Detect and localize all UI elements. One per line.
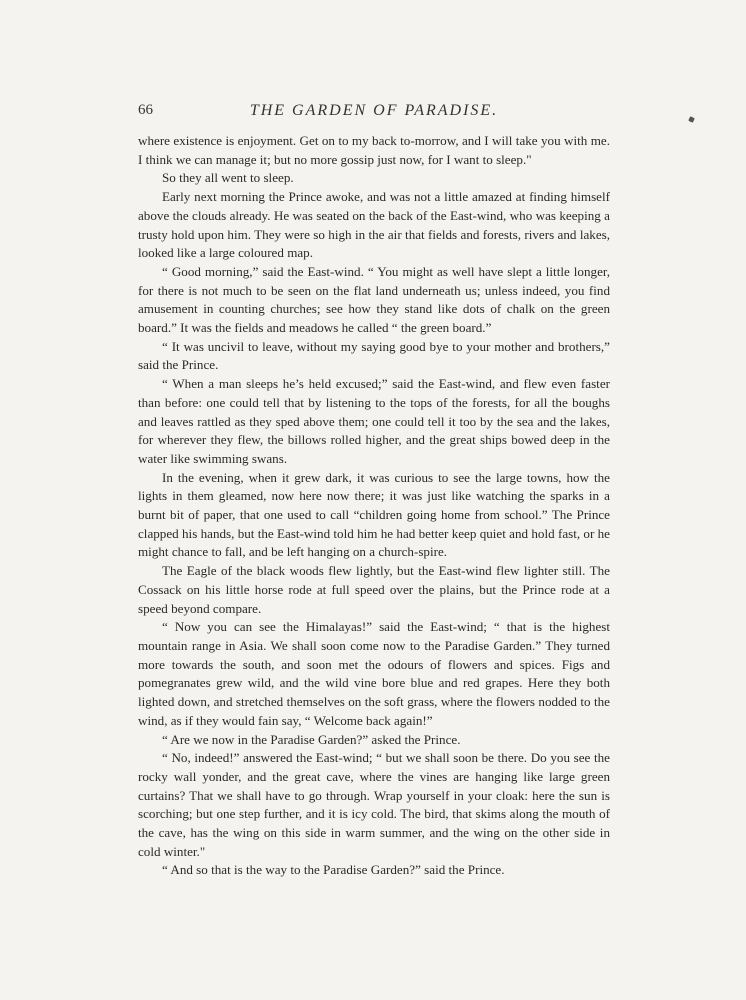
paragraph: Early next morning the Prince awoke, and was not a little amazed at finding himself above the clouds already. He was seated on the back of the East-wind, who was keeping a trusty hold upon him. They were so high in the air that fields and forests, rivers and lakes, looked like a large coloured map. — [138, 189, 610, 261]
paragraph: “ Are we now in the Paradise Garden?” asked the Prince. — [162, 731, 461, 747]
paragraph: In the evening, when it grew dark, it was curious to see the large towns, how the lights in them gleamed, now here now there; it was just like watching the sparks in a burnt bit of paper, that one used to call “children going home from school.” The Prince clapped his hands, but the East-wind told him he had better keep quiet and hold fast, or he might chance to fall, and be left hanging on a church-spire. — [138, 469, 610, 560]
paragraph: So they all went to sleep. — [162, 170, 294, 186]
paragraph: “ Good morning,” said the East-wind. “ You might as well have slept a little longer, for there is not much to be seen on the flat land underneath us; unless indeed, you find amusement in counting churches; see how they stand like dots of chalk on the green board.” It was the fields and meadows he called “ the green board.” — [138, 263, 610, 336]
paragraph: The Eagle of the black woods flew lightly, but the East-wind flew lighter still. The Cossack on his little horse rode at full speed over the plains, but the Prince rode at a speed beyond compare. — [138, 563, 610, 616]
page-header — [138, 102, 610, 124]
paragraph: “ And so that is the way to the Paradise Garden?” said the Prince. — [162, 862, 505, 878]
page-number: 66 — [138, 102, 153, 118]
paragraph: “ No, indeed!” answered the East-wind; “ but we shall soon be there. Do you see the rocky wall yonder, and the great cave, where the vines are hanging like large green curtains? That we shall have to go through. Wrap yourself in your cloak: here the sun is scorching; but one step further, and it is icy cold. The bird, that skims along the mouth of the cave, has the wing on this side in warm summer, and the wing on the other side in cold winter." — [138, 750, 610, 859]
paragraph: “ It was uncivil to leave, without my saying good bye to your mother and brothers,” said the Prince. — [138, 338, 610, 373]
ink-speck — [688, 116, 695, 123]
paragraph: “ When a man sleeps he’s held excused;” said the East-wind, and flew even faster than before: one could tell that by listening to the tops of the forests, for all the boughs and leaves rattled as they sped above them; one could tell it too by the sea and the lakes, for wherever they flew, the billows rolled higher, and the great ships bowed deep in the water like swimming swans. — [138, 376, 610, 466]
running-title: THE GARDEN OF PARADISE. — [249, 102, 499, 119]
paragraph: where existence is enjoyment. Get on to my back to-morrow, and I will take you with me. I think we can manage it; but no more gossip just now, for I want to sleep." — [138, 133, 610, 167]
body-text — [138, 132, 610, 880]
paragraph: “ Now you can see the Himalayas!” said the East-wind; “ that is the highest mountain range in Asia. We shall soon come now to the Paradise Garden.” They turned more towards the south, and soon met the odours of flowers and spices. Figs and pomegranates grew wild, and the wild vine bore blue and red grapes. Here they both lighted down, and stretched themselves on the soft grass, where the flowers nodded to the wind, as if they would fain say, “ Welcome back again!” — [138, 619, 610, 728]
